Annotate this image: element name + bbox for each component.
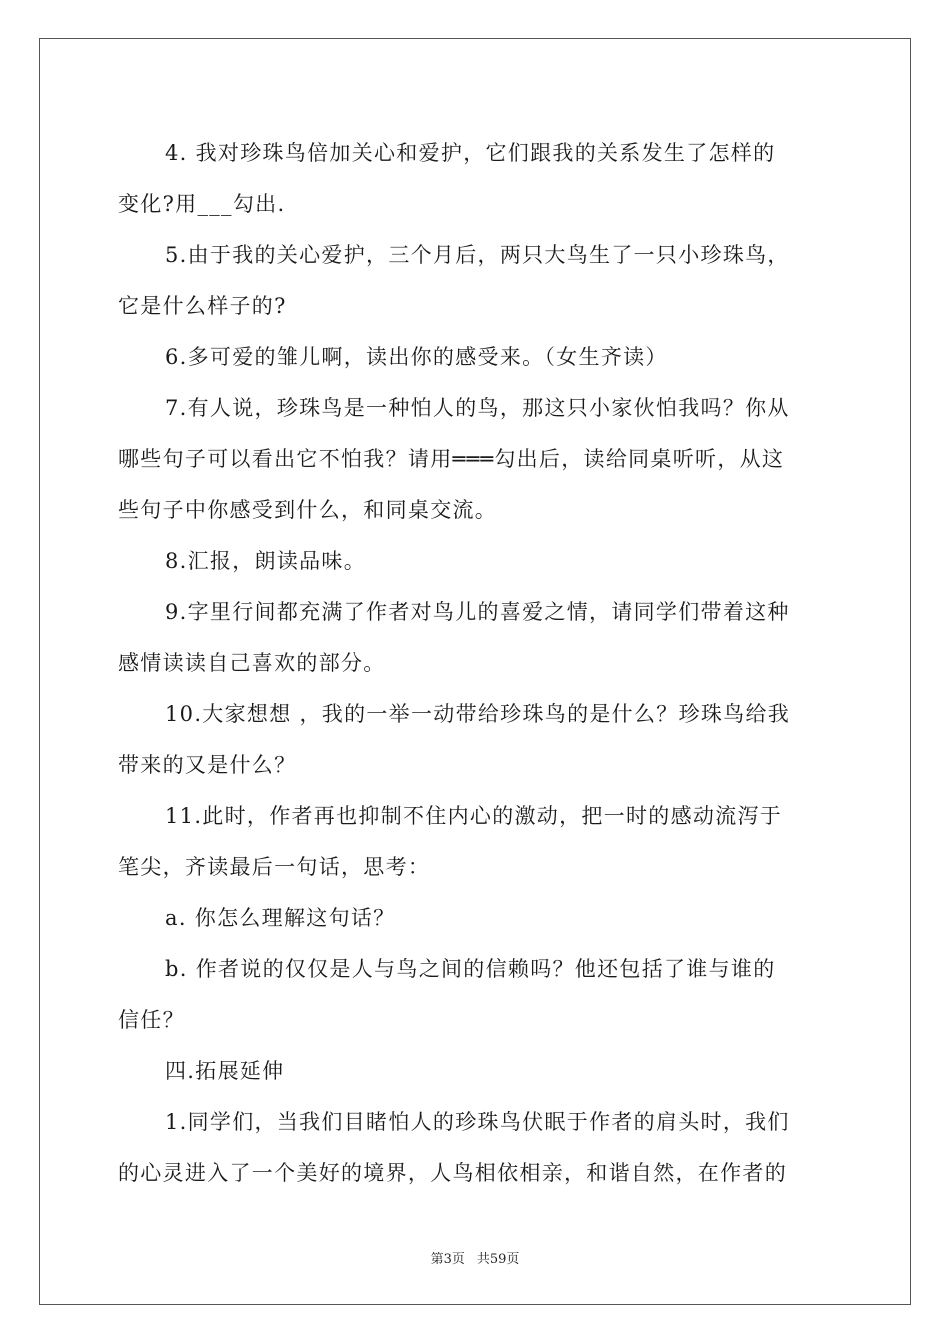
page-total: 共59页 bbox=[476, 1252, 520, 1267]
text-line: 变化?用___勾出. bbox=[118, 192, 286, 216]
text-line: 信任？ bbox=[118, 1008, 185, 1032]
document-body bbox=[118, 128, 834, 1199]
text-line: 8.汇报，朗读品味。 bbox=[165, 549, 367, 573]
text-line: 7.有人说，珍珠鸟是一种怕人的鸟，那这只小家伙怕我吗？你从 bbox=[165, 396, 790, 420]
text-line: 5.由于我的关心爱护，三个月后，两只大鸟生了一只小珍珠鸟， bbox=[165, 243, 790, 267]
text-line: a. 你怎么理解这句话？ bbox=[165, 906, 396, 930]
page-number: 第3页 bbox=[430, 1252, 465, 1267]
text-line: 些句子中你感受到什么，和同桌交流。 bbox=[118, 498, 498, 522]
text-line: 哪些句子可以看出它不怕我？请用═══勾出后，读给同桌听听，从这 bbox=[118, 447, 785, 471]
page-footer bbox=[0, 1248, 950, 1267]
text-line: 笔尖，齐读最后一句话，思考： bbox=[118, 855, 431, 879]
text-line: 9.字里行间都充满了作者对鸟儿的喜爱之情，请同学们带着这种 bbox=[165, 600, 790, 624]
text-line: 10.大家想想 ，我的一举一动带给珍珠鸟的是什么？珍珠鸟给我 bbox=[165, 702, 791, 726]
text-line: 的心灵进入了一个美好的境界，人鸟相依相亲，和谐自然，在作者的 bbox=[118, 1161, 787, 1185]
text-line: 感情读读自己喜欢的部分。 bbox=[118, 651, 386, 675]
text-line: 4. 我对珍珠鸟倍加关心和爱护，它们跟我的关系发生了怎样的 bbox=[165, 141, 776, 165]
text-line: 11.此时，作者再也抑制不住内心的激动，把一时的感动流泻于 bbox=[165, 804, 783, 828]
section-heading: 四.拓展延伸 bbox=[165, 1059, 285, 1083]
text-line: 6.多可爱的雏儿啊，读出你的感受来。（女生齐读） bbox=[165, 345, 668, 369]
text-line: 它是什么样子的? bbox=[118, 294, 287, 318]
text-line: b. 作者说的仅仅是人与鸟之间的信赖吗？他还包括了谁与谁的 bbox=[165, 957, 776, 981]
text-line: 带来的又是什么？ bbox=[118, 753, 297, 777]
text-line: 1.同学们，当我们目睹怕人的珍珠鸟伏眠于作者的肩头时，我们 bbox=[165, 1110, 790, 1134]
